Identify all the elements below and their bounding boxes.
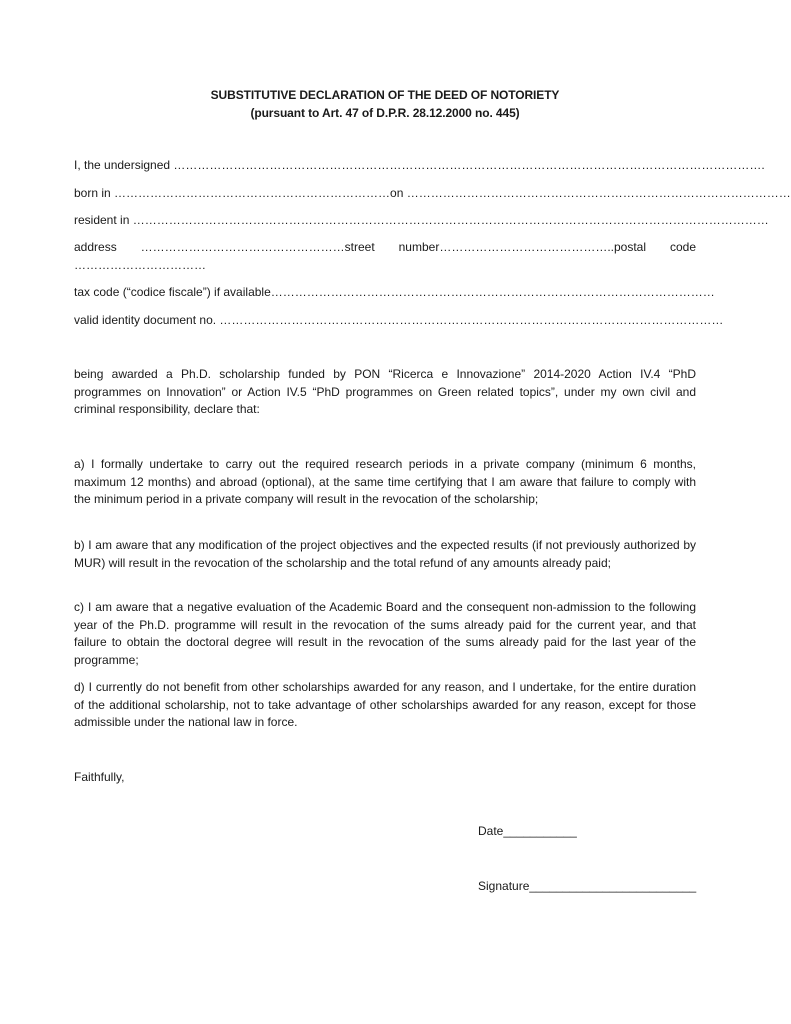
address-continuation: …………………………… (74, 258, 206, 272)
birth-field: born in ……………………………………………………………on …………………………………………………………………………………… (74, 186, 791, 200)
document-subtitle: (pursuant to Art. 47 of D.P.R. 28.12.2000 no. 445) (250, 106, 520, 120)
date-field: Date___________ (478, 824, 577, 838)
closing-faithfully: Faithfully, (74, 770, 125, 784)
address-number: number……………………………………..postal (398, 240, 647, 254)
declaration-item-b: b) I am aware that any modification of the project objectives and the expected results (if not previously authorized by MUR) will result in the revocation of the scholarship and the total refund of any amounts already paid; (74, 538, 696, 570)
address-field (74, 240, 696, 255)
undersigned-field: I, the undersigned …………………………………………………………………………………………………………………………………. (74, 158, 765, 172)
address-code: code (669, 240, 696, 254)
address-label: address (74, 240, 117, 254)
intro-paragraph: being awarded a Ph.D. scholarship funded by PON “Ricerca e Innovazione” 2014-2020 Action IV.4 “PhD programmes on Innovation” or Action IV.5 “PhD programmes on Green related topics”, under my own civil and criminal responsibility, declare that: (74, 367, 696, 416)
tax-code-field: tax code (“codice fiscale”) if available………………………………………………………………………………………………… (74, 285, 715, 299)
signature-field: Signature_________________________ (478, 879, 697, 893)
document-title: SUBSTITUTIVE DECLARATION OF THE DEED OF NOTORIETY (210, 88, 560, 102)
declaration-item-c: c) I am aware that a negative evaluation of the Academic Board and the consequent non-admission to the following year of the Ph.D. programme will result in the revocation of the sums already paid for the current year, and that failure to obtain the doctoral degree will result in the revocation of the sums already paid for the last year of the programme; (74, 600, 696, 667)
residence-field: resident in …………………………………………………………………………………………………………………………………………… (74, 213, 769, 227)
identity-document-field: valid identity document no. ……………………………………………………………………………………………………………… (74, 313, 724, 327)
declaration-item-a: a) I formally undertake to carry out the required research periods in a private company (minimum 6 months, maximum 12 months) and abroad (optional), at the same time certifying that I am aware that failure to comply with the minimum period in a private company will result in the revocation of the scholarship; (74, 457, 696, 506)
address-street: ……………………………………………street (140, 240, 375, 254)
declaration-item-d: d) I currently do not benefit from other scholarships awarded for any reason, and I undertake, for the entire duration of the additional scholarship, not to take advantage of other scholarships awarded for any reason, except for those admissible under the national law in force. (74, 680, 696, 729)
